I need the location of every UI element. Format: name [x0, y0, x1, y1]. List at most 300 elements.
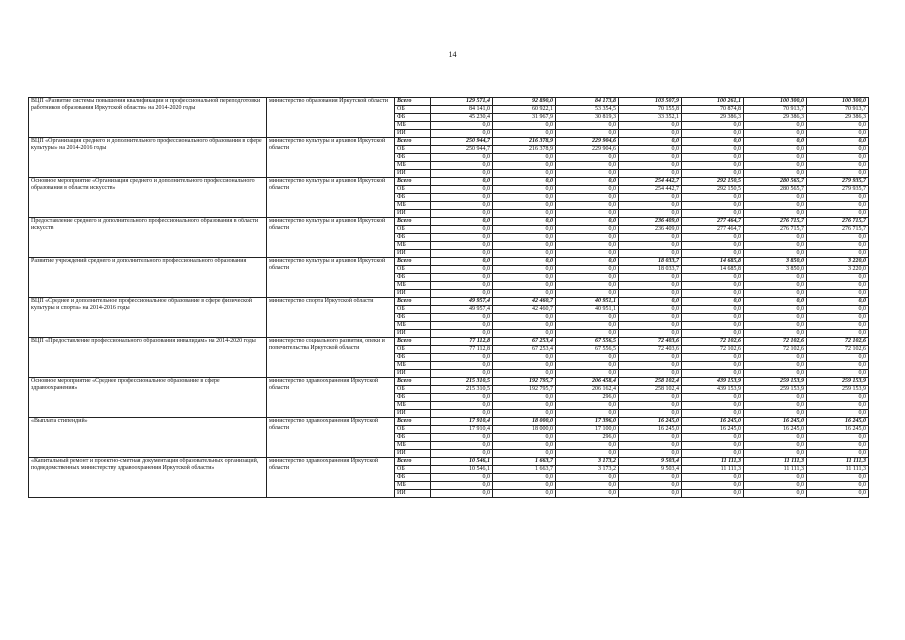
amount-cell: 16 245,0 [807, 418, 869, 426]
amount-cell: 276 715,7 [744, 226, 807, 234]
amount-cell: 0,0 [431, 218, 493, 226]
amount-cell: 0,0 [493, 218, 556, 226]
amount-cell: 60 922,1 [493, 106, 556, 114]
amount-cell: 0,0 [493, 330, 556, 338]
amount-cell: 0,0 [431, 170, 493, 178]
amount-cell: 0,0 [556, 330, 619, 338]
funding-source-cell: Всего [395, 218, 431, 226]
funding-source-cell: ИИ [395, 450, 431, 458]
amount-cell: 292 150,5 [682, 186, 744, 194]
amount-cell: 0,0 [682, 314, 744, 322]
amount-cell: 206 458,4 [556, 378, 619, 386]
amount-cell: 0,0 [493, 266, 556, 274]
amount-cell: 254 442,7 [619, 178, 682, 186]
funding-source-cell: МБ [395, 442, 431, 450]
amount-cell: 0,0 [807, 442, 869, 450]
funding-source-cell: МБ [395, 122, 431, 130]
amount-cell: 1 663,7 [493, 458, 556, 466]
funding-source-cell: ИИ [395, 410, 431, 418]
amount-cell: 0,0 [556, 194, 619, 202]
funding-source-cell: Всего [395, 338, 431, 346]
amount-cell: 0,0 [431, 394, 493, 402]
amount-cell: 0,0 [744, 450, 807, 458]
executor-cell: министерство здравоохранения Иркутской области [267, 458, 395, 498]
funding-source-cell: Всего [395, 418, 431, 426]
amount-cell: 40 951,1 [556, 298, 619, 306]
amount-cell: 0,0 [619, 250, 682, 258]
funding-source-cell: ФБ [395, 394, 431, 402]
funding-source-cell: ОБ [395, 346, 431, 354]
amount-cell: 277 464,7 [682, 226, 744, 234]
amount-cell: 0,0 [619, 482, 682, 490]
amount-cell: 18 033,7 [619, 258, 682, 266]
amount-cell: 0,0 [744, 210, 807, 218]
funding-source-cell: ФБ [395, 194, 431, 202]
amount-cell: 0,0 [682, 394, 744, 402]
amount-cell: 229 904,6 [556, 138, 619, 146]
amount-cell: 0,0 [493, 250, 556, 258]
amount-cell: 0,0 [431, 178, 493, 186]
amount-cell: 0,0 [493, 290, 556, 298]
funding-source-cell: ОБ [395, 466, 431, 474]
amount-cell: 0,0 [807, 410, 869, 418]
amount-cell: 0,0 [682, 474, 744, 482]
executor-cell: министерство культуры и архивов Иркутской области [267, 138, 395, 178]
amount-cell: 0,0 [807, 234, 869, 242]
funding-source-cell: Всего [395, 178, 431, 186]
amount-cell: 16 245,0 [619, 418, 682, 426]
amount-cell: 103 507,9 [619, 98, 682, 106]
table-row [29, 178, 869, 186]
amount-cell: 0,0 [431, 258, 493, 266]
amount-cell: 0,0 [431, 370, 493, 378]
funding-source-cell: МБ [395, 362, 431, 370]
amount-cell: 10 546,1 [431, 466, 493, 474]
amount-cell: 0,0 [556, 242, 619, 250]
amount-cell: 18 000,0 [493, 418, 556, 426]
amount-cell: 0,0 [556, 474, 619, 482]
amount-cell: 0,0 [807, 250, 869, 258]
amount-cell: 192 795,7 [493, 386, 556, 394]
table-row [29, 138, 869, 146]
table-row [29, 258, 869, 266]
amount-cell: 0,0 [744, 410, 807, 418]
amount-cell: 0,0 [619, 282, 682, 290]
amount-cell: 0,0 [682, 234, 744, 242]
amount-cell: 72 403,6 [619, 338, 682, 346]
amount-cell: 0,0 [807, 298, 869, 306]
amount-cell: 0,0 [493, 474, 556, 482]
amount-cell: 3 850,0 [744, 266, 807, 274]
amount-cell: 0,0 [556, 450, 619, 458]
amount-cell: 84 173,8 [556, 98, 619, 106]
amount-cell: 0,0 [493, 210, 556, 218]
amount-cell: 0,0 [744, 274, 807, 282]
amount-cell: 67 556,5 [556, 338, 619, 346]
amount-cell: 0,0 [431, 330, 493, 338]
amount-cell: 0,0 [431, 130, 493, 138]
amount-cell: 16 245,0 [744, 418, 807, 426]
amount-cell: 0,0 [556, 482, 619, 490]
amount-cell: 0,0 [807, 394, 869, 402]
amount-cell: 0,0 [682, 146, 744, 154]
funding-source-cell: ОБ [395, 146, 431, 154]
amount-cell: 0,0 [682, 210, 744, 218]
amount-cell: 216 378,9 [493, 138, 556, 146]
funding-source-cell: МБ [395, 282, 431, 290]
amount-cell: 0,0 [682, 122, 744, 130]
amount-cell: 0,0 [493, 242, 556, 250]
amount-cell: 11 111,3 [682, 458, 744, 466]
page-number: 14 [448, 50, 457, 59]
amount-cell: 0,0 [682, 242, 744, 250]
amount-cell: 0,0 [431, 242, 493, 250]
amount-cell: 0,0 [619, 170, 682, 178]
funding-source-cell: ОБ [395, 226, 431, 234]
amount-cell: 0,0 [682, 154, 744, 162]
amount-cell: 0,0 [744, 322, 807, 330]
amount-cell: 0,0 [807, 146, 869, 154]
program-name-cell: Основное мероприятие «Среднее профессиональное образование в сфере здравоохранения» [29, 378, 267, 418]
amount-cell: 0,0 [744, 474, 807, 482]
amount-cell: 279 935,7 [807, 178, 869, 186]
amount-cell: 0,0 [744, 290, 807, 298]
amount-cell: 0,0 [556, 162, 619, 170]
amount-cell: 0,0 [619, 490, 682, 498]
amount-cell: 0,0 [807, 202, 869, 210]
amount-cell: 0,0 [682, 434, 744, 442]
funding-source-cell: МБ [395, 202, 431, 210]
amount-cell: 0,0 [619, 354, 682, 362]
amount-cell: 0,0 [493, 274, 556, 282]
amount-cell: 31 967,9 [493, 114, 556, 122]
amount-cell: 250 944,7 [431, 146, 493, 154]
amount-cell: 16 245,0 [807, 426, 869, 434]
table-row [29, 338, 869, 346]
amount-cell: 439 153,9 [682, 386, 744, 394]
amount-cell: 0,0 [493, 370, 556, 378]
amount-cell: 0,0 [556, 202, 619, 210]
amount-cell: 17 910,4 [431, 426, 493, 434]
amount-cell: 0,0 [619, 314, 682, 322]
amount-cell: 3 220,0 [807, 258, 869, 266]
amount-cell: 0,0 [556, 354, 619, 362]
amount-cell: 72 102,6 [682, 338, 744, 346]
amount-cell: 0,0 [682, 194, 744, 202]
amount-cell: 0,0 [556, 410, 619, 418]
amount-cell: 0,0 [807, 290, 869, 298]
amount-cell: 276 715,7 [744, 218, 807, 226]
amount-cell: 72 102,6 [744, 338, 807, 346]
amount-cell: 67 556,5 [556, 346, 619, 354]
amount-cell: 0,0 [431, 210, 493, 218]
amount-cell: 0,0 [619, 442, 682, 450]
amount-cell: 0,0 [807, 322, 869, 330]
amount-cell: 77 112,8 [431, 338, 493, 346]
amount-cell: 229 904,6 [556, 146, 619, 154]
amount-cell: 0,0 [682, 482, 744, 490]
funding-source-cell: ФБ [395, 114, 431, 122]
amount-cell: 0,0 [744, 122, 807, 130]
amount-cell: 0,0 [807, 490, 869, 498]
amount-cell: 3 173,2 [556, 458, 619, 466]
amount-cell: 0,0 [493, 434, 556, 442]
amount-cell: 0,0 [682, 170, 744, 178]
amount-cell: 0,0 [493, 410, 556, 418]
amount-cell: 0,0 [556, 402, 619, 410]
amount-cell: 0,0 [556, 282, 619, 290]
amount-cell: 42 460,7 [493, 306, 556, 314]
amount-cell: 254 442,7 [619, 186, 682, 194]
funding-source-cell: ОБ [395, 306, 431, 314]
executor-cell: министерство здравоохранения Иркутской области [267, 418, 395, 458]
amount-cell: 17 100,0 [556, 426, 619, 434]
amount-cell: 0,0 [744, 250, 807, 258]
amount-cell: 0,0 [682, 330, 744, 338]
funding-source-cell: ОБ [395, 426, 431, 434]
funding-source-cell: Всего [395, 98, 431, 106]
amount-cell: 0,0 [682, 322, 744, 330]
amount-cell: 0,0 [619, 450, 682, 458]
amount-cell: 0,0 [807, 482, 869, 490]
executor-cell: министерство спорта Иркутской области [267, 298, 395, 338]
amount-cell: 29 386,3 [682, 114, 744, 122]
amount-cell: 0,0 [682, 290, 744, 298]
table-row [29, 378, 869, 386]
funding-source-cell: ОБ [395, 386, 431, 394]
amount-cell: 0,0 [619, 322, 682, 330]
amount-cell: 0,0 [556, 314, 619, 322]
amount-cell: 0,0 [556, 322, 619, 330]
amount-cell: 0,0 [556, 266, 619, 274]
amount-cell: 0,0 [431, 226, 493, 234]
amount-cell: 129 571,4 [431, 98, 493, 106]
amount-cell: 0,0 [807, 162, 869, 170]
amount-cell: 0,0 [807, 242, 869, 250]
amount-cell: 16 245,0 [619, 426, 682, 434]
amount-cell: 0,0 [493, 490, 556, 498]
amount-cell: 0,0 [619, 138, 682, 146]
amount-cell: 0,0 [744, 370, 807, 378]
amount-cell: 0,0 [619, 370, 682, 378]
amount-cell: 0,0 [682, 402, 744, 410]
amount-cell: 0,0 [493, 194, 556, 202]
amount-cell: 0,0 [431, 450, 493, 458]
program-name-cell: ВЦП «Развитие системы повышения квалификации и профессиональной переподготовки работников образования Иркутской области» на 2014-2020 годы [29, 98, 267, 138]
amount-cell: 0,0 [556, 154, 619, 162]
amount-cell: 0,0 [619, 130, 682, 138]
amount-cell: 0,0 [431, 410, 493, 418]
amount-cell: 0,0 [744, 170, 807, 178]
funding-source-cell: МБ [395, 322, 431, 330]
amount-cell: 18 000,0 [493, 426, 556, 434]
amount-cell: 0,0 [807, 138, 869, 146]
amount-cell: 0,0 [431, 162, 493, 170]
program-name-cell: ВЦП «Среднее и дополнительное профессиональное образование в сфере физической культуры и спорта» на 2014-2016 годы [29, 298, 267, 338]
executor-cell: министерство социального развития, опеки и попечительства Иркутской области [267, 338, 395, 378]
amount-cell: 0,0 [431, 402, 493, 410]
amount-cell: 0,0 [807, 210, 869, 218]
amount-cell: 0,0 [431, 314, 493, 322]
amount-cell: 0,0 [682, 138, 744, 146]
amount-cell: 33 352,1 [619, 114, 682, 122]
amount-cell: 72 102,6 [682, 346, 744, 354]
amount-cell: 0,0 [807, 402, 869, 410]
amount-cell: 0,0 [807, 434, 869, 442]
amount-cell: 100 261,1 [682, 98, 744, 106]
amount-cell: 0,0 [807, 154, 869, 162]
amount-cell: 3 850,0 [744, 258, 807, 266]
amount-cell: 67 253,4 [493, 346, 556, 354]
funding-source-cell: ИИ [395, 290, 431, 298]
amount-cell: 11 111,3 [744, 458, 807, 466]
amount-cell: 3 220,0 [807, 266, 869, 274]
amount-cell: 0,0 [807, 306, 869, 314]
amount-cell: 0,0 [682, 282, 744, 290]
funding-source-cell: Всего [395, 458, 431, 466]
funding-source-cell: Всего [395, 258, 431, 266]
amount-cell: 0,0 [493, 354, 556, 362]
amount-cell: 0,0 [744, 394, 807, 402]
amount-cell: 0,0 [493, 442, 556, 450]
executor-cell: министерство культуры и архивов Иркутской области [267, 178, 395, 218]
amount-cell: 0,0 [807, 274, 869, 282]
amount-cell: 0,0 [619, 306, 682, 314]
amount-cell: 0,0 [493, 314, 556, 322]
amount-cell: 0,0 [744, 234, 807, 242]
amount-cell: 1 663,7 [493, 466, 556, 474]
amount-cell: 259 153,9 [744, 386, 807, 394]
budget-table [28, 97, 869, 498]
program-name-cell: Предоставление среднего и дополнительного профессионального образования в области искусств [29, 218, 267, 258]
funding-source-cell: Всего [395, 298, 431, 306]
amount-cell: 279 935,7 [807, 186, 869, 194]
executor-cell: министерство образования Иркутской области [267, 98, 395, 138]
amount-cell: 0,0 [431, 442, 493, 450]
amount-cell: 0,0 [807, 170, 869, 178]
amount-cell: 0,0 [682, 250, 744, 258]
amount-cell: 236 409,0 [619, 226, 682, 234]
amount-cell: 0,0 [682, 450, 744, 458]
funding-source-cell: ИИ [395, 130, 431, 138]
amount-cell: 0,0 [493, 170, 556, 178]
funding-source-cell: ИИ [395, 490, 431, 498]
amount-cell: 0,0 [744, 298, 807, 306]
amount-cell: 276 715,7 [807, 226, 869, 234]
amount-cell: 67 253,4 [493, 338, 556, 346]
amount-cell: 0,0 [431, 282, 493, 290]
amount-cell: 42 460,7 [493, 298, 556, 306]
funding-source-cell: Всего [395, 138, 431, 146]
amount-cell: 16 245,0 [744, 426, 807, 434]
amount-cell: 0,0 [744, 242, 807, 250]
amount-cell: 11 111,3 [807, 466, 869, 474]
amount-cell: 277 464,7 [682, 218, 744, 226]
amount-cell: 0,0 [431, 250, 493, 258]
funding-source-cell: МБ [395, 482, 431, 490]
amount-cell: 259 153,9 [807, 386, 869, 394]
amount-cell: 259 153,9 [807, 378, 869, 386]
amount-cell: 16 245,0 [682, 426, 744, 434]
funding-source-cell: МБ [395, 402, 431, 410]
amount-cell: 0,0 [744, 282, 807, 290]
amount-cell: 439 153,9 [682, 378, 744, 386]
amount-cell: 70 155,8 [619, 106, 682, 114]
amount-cell: 0,0 [619, 202, 682, 210]
amount-cell: 0,0 [807, 194, 869, 202]
amount-cell: 0,0 [682, 442, 744, 450]
amount-cell: 0,0 [744, 482, 807, 490]
amount-cell: 77 112,8 [431, 346, 493, 354]
amount-cell: 0,0 [619, 162, 682, 170]
funding-source-cell: ФБ [395, 354, 431, 362]
amount-cell: 70 913,7 [744, 106, 807, 114]
amount-cell: 0,0 [556, 274, 619, 282]
amount-cell: 258 102,4 [619, 378, 682, 386]
funding-source-cell: ОБ [395, 186, 431, 194]
amount-cell: 0,0 [619, 362, 682, 370]
amount-cell: 70 913,7 [807, 106, 869, 114]
amount-cell: 215 310,5 [431, 378, 493, 386]
funding-source-cell: ИИ [395, 330, 431, 338]
amount-cell: 0,0 [556, 218, 619, 226]
funding-source-cell: ОБ [395, 266, 431, 274]
amount-cell: 292 150,5 [682, 178, 744, 186]
amount-cell: 0,0 [682, 410, 744, 418]
amount-cell: 17 396,0 [556, 418, 619, 426]
amount-cell: 0,0 [682, 130, 744, 138]
amount-cell: 3 173,2 [556, 466, 619, 474]
amount-cell: 0,0 [744, 354, 807, 362]
amount-cell: 0,0 [431, 354, 493, 362]
amount-cell: 0,0 [431, 322, 493, 330]
amount-cell: 0,0 [682, 162, 744, 170]
amount-cell: 0,0 [431, 202, 493, 210]
funding-source-cell: ФБ [395, 314, 431, 322]
amount-cell: 280 565,7 [744, 186, 807, 194]
amount-cell: 0,0 [744, 402, 807, 410]
amount-cell: 72 102,6 [807, 346, 869, 354]
amount-cell: 0,0 [744, 490, 807, 498]
amount-cell: 259 153,9 [744, 378, 807, 386]
amount-cell: 0,0 [431, 474, 493, 482]
amount-cell: 0,0 [744, 362, 807, 370]
amount-cell: 250 944,7 [431, 138, 493, 146]
amount-cell: 14 685,8 [682, 258, 744, 266]
amount-cell: 0,0 [493, 362, 556, 370]
amount-cell: 0,0 [744, 146, 807, 154]
amount-cell: 0,0 [682, 354, 744, 362]
amount-cell: 0,0 [493, 202, 556, 210]
amount-cell: 0,0 [744, 194, 807, 202]
executor-cell: министерство здравоохранения Иркутской области [267, 378, 395, 418]
amount-cell: 0,0 [431, 186, 493, 194]
amount-cell: 0,0 [493, 226, 556, 234]
amount-cell: 0,0 [431, 194, 493, 202]
amount-cell: 0,0 [807, 474, 869, 482]
amount-cell: 0,0 [744, 442, 807, 450]
amount-cell: 0,0 [807, 370, 869, 378]
amount-cell: 216 378,9 [493, 146, 556, 154]
amount-cell: 100 300,0 [807, 98, 869, 106]
amount-cell: 0,0 [556, 290, 619, 298]
amount-cell: 0,0 [619, 394, 682, 402]
amount-cell: 0,0 [619, 146, 682, 154]
amount-cell: 45 230,4 [431, 114, 493, 122]
amount-cell: 49 957,4 [431, 298, 493, 306]
amount-cell: 53 354,5 [556, 106, 619, 114]
amount-cell: 0,0 [619, 242, 682, 250]
